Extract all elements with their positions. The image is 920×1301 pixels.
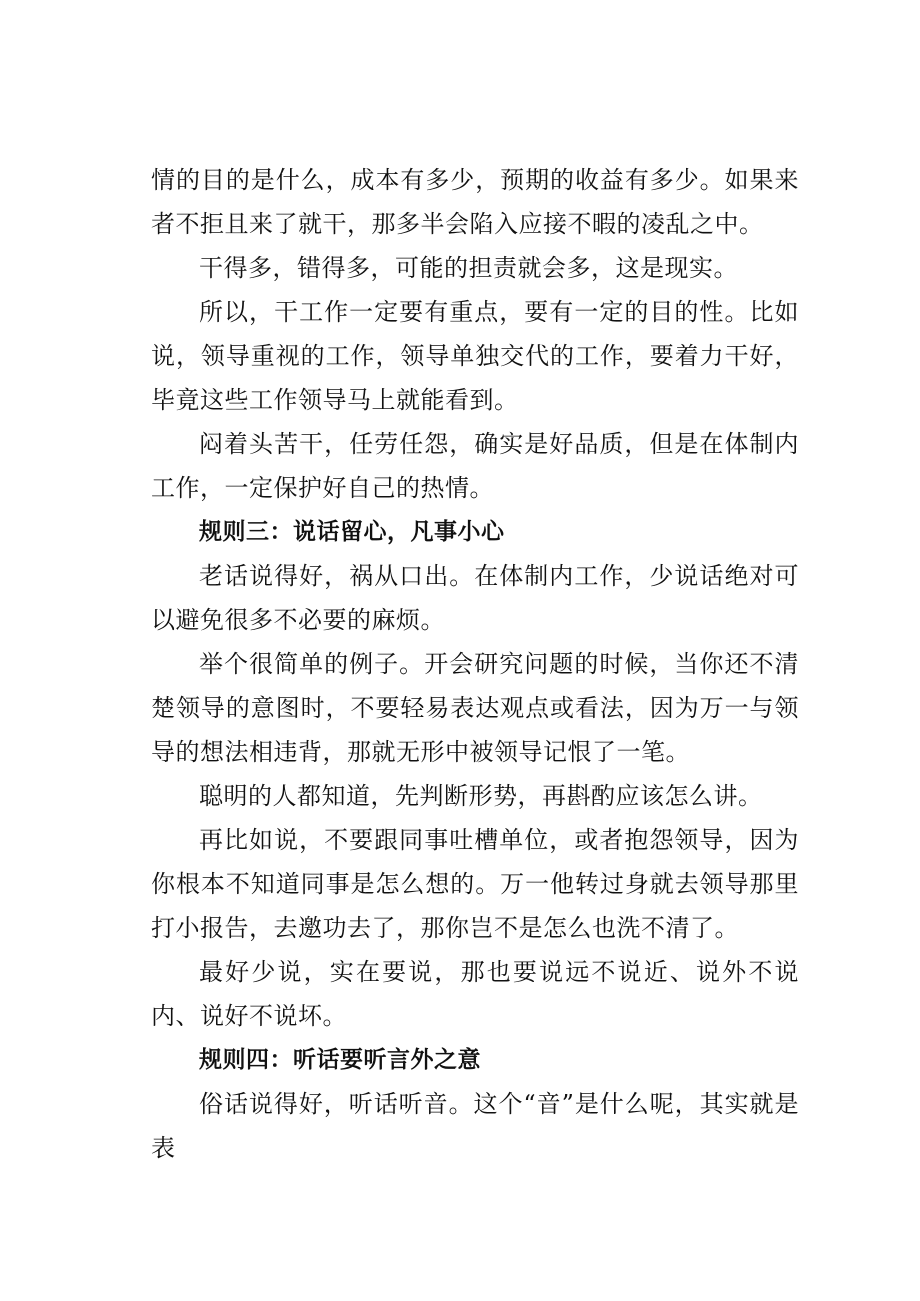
paragraph: 所以，干工作一定要有重点，要有一定的目的性。比如说，领导重视的工作，领导单独交代的工作，要着力干好，毕竟这些工作领导马上就能看到。 xyxy=(151,298,799,414)
paragraph: 老话说得好，祸从口出。在体制内工作，少说话绝对可以避免很多不必要的麻烦。 xyxy=(151,562,799,634)
paragraph-continuation: 情的目的是什么，成本有多少，预期的收益有多少。如果来者不拒且来了就干，那多半会陷入应接不暇的凌乱之中。 xyxy=(151,166,799,238)
paragraph: 干得多，错得多，可能的担责就会多，这是现实。 xyxy=(199,254,738,282)
section-heading-rule-3: 规则三：说话留心，凡事小心 xyxy=(199,519,505,545)
paragraph-truncated: 俗话说得好，听话听音。这个“音”是什么呢，其实就是表 xyxy=(151,1090,799,1162)
section-heading-rule-4: 规则四：听话要听言外之意 xyxy=(199,1047,481,1073)
paragraph: 闷着头苦干，任劳任怨，确实是好品质，但是在体制内工作，一定保护好自己的热情。 xyxy=(151,430,799,502)
paragraph: 举个很简单的例子。开会研究问题的时候，当你还不清楚领导的意图时，不要轻易表达观点或看法，因为万一与领导的想法相违背，那就无形中被领导记恨了一笔。 xyxy=(151,650,799,766)
document-body xyxy=(151,158,799,1170)
paragraph: 再比如说，不要跟同事吐槽单位，或者抱怨领导，因为你根本不知道同事是怎么想的。万一他转过身就去领导那里打小报告，去邀功去了，那你岂不是怎么也洗不清了。 xyxy=(151,826,799,942)
paragraph: 聪明的人都知道，先判断形势，再斟酌应该怎么讲。 xyxy=(199,782,763,810)
paragraph: 最好少说，实在要说，那也要说远不说近、说外不说内、说好不说坏。 xyxy=(151,958,799,1030)
